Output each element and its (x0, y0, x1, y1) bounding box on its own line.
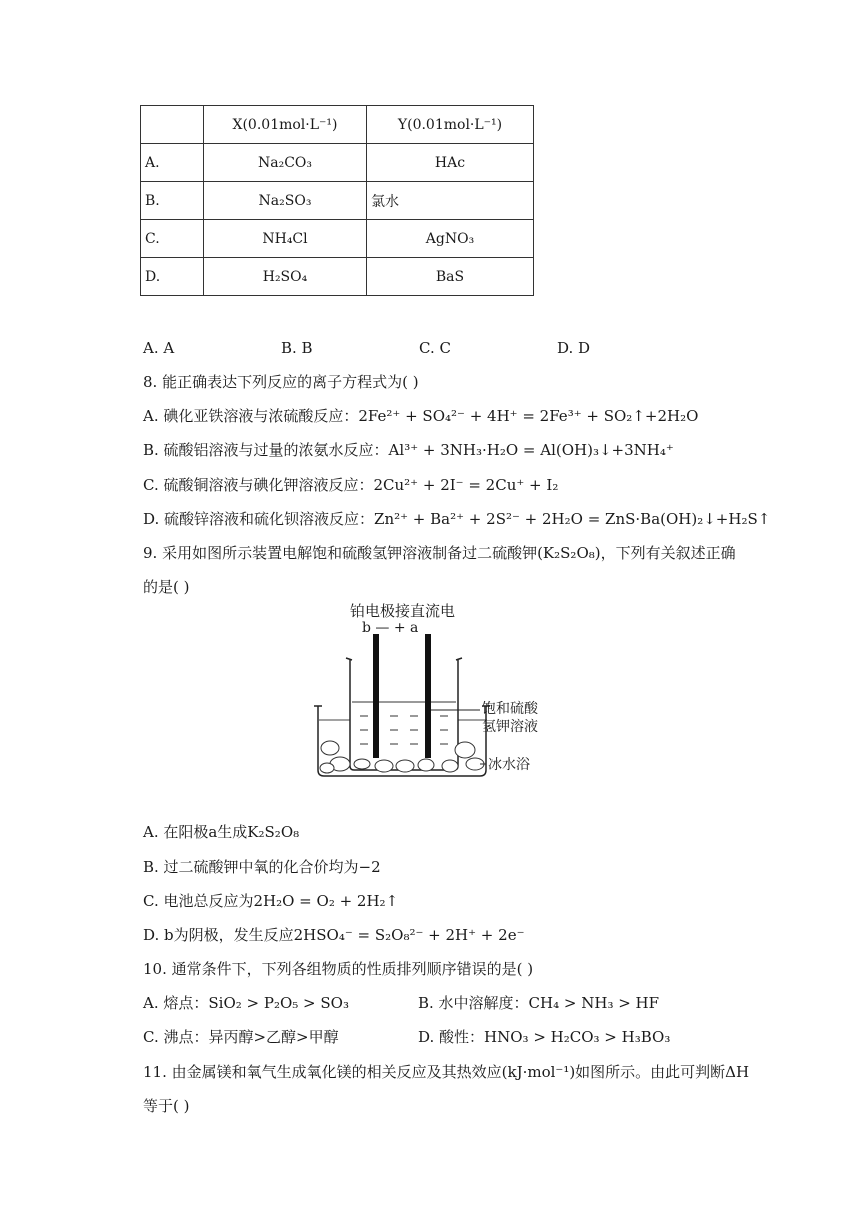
q9-stem-line2: 的是( ) (143, 578, 190, 596)
figure-terminals: b — + a (362, 620, 419, 636)
table-cell: D. (141, 258, 204, 296)
ice-pebbles (320, 741, 484, 773)
figure-label-solution-2: 氢钾溶液 (482, 719, 538, 735)
electrolysis-diagram (310, 598, 560, 787)
q10-stem: 10. 通常条件下，下列各组物质的性质排列顺序错误的是( ) (143, 960, 534, 978)
table-cell: Na₂CO₃ (204, 144, 367, 182)
table-cell: A. (141, 144, 204, 182)
q8-option-d: D. 硫酸锌溶液和硫化钡溶液反应：Zn²⁺ + Ba²⁺ + 2S²⁻ + 2H₂O = ZnS·Ba(OH)₂↓+H₂S↑ (143, 510, 771, 528)
table-cell: C. (141, 220, 204, 258)
table-header-cell (141, 106, 204, 144)
table-cell: H₂SO₄ (204, 258, 367, 296)
table-cell: HAc (367, 144, 534, 182)
q7-option-c: C. C (419, 339, 451, 357)
table-cell: BaS (367, 258, 534, 296)
q10-option-c: C. 沸点：异丙醇>乙醇>甲醇 (143, 1028, 339, 1046)
table-cell: NH₄Cl (204, 220, 367, 258)
q11-stem-line1: 11. 由金属镁和氧气生成氧化镁的相关反应及其热效应(kJ·mol⁻¹)如图所示。由此可判断ΔH (143, 1063, 750, 1081)
q8-option-c: C. 硫酸铜溶液与碘化钾溶液反应：2Cu²⁺ + 2I⁻ = 2Cu⁺ + I₂ (143, 476, 559, 494)
table-header-cell: X(0.01mol·L⁻¹) (204, 106, 367, 144)
table-header-cell: Y(0.01mol·L⁻¹) (367, 106, 534, 144)
figure-label-bath: 冰水浴 (488, 757, 530, 773)
q10-option-a: A. 熔点：SiO₂ > P₂O₅ > SO₃ (143, 994, 349, 1012)
table-row (141, 258, 534, 296)
q7-option-a: A. A (143, 339, 175, 357)
table-cell: B. (141, 182, 204, 220)
q8-stem: 8. 能正确表达下列反应的离子方程式为( ) (143, 373, 419, 391)
table-cell: 氯水 (367, 182, 534, 220)
electrode-b (373, 634, 379, 758)
q7-option-d: D. D (557, 339, 591, 357)
q9-option-c: C. 电池总反应为2H₂O = O₂ + 2H₂↑ (143, 892, 399, 910)
q9-option-d: D. b为阴极，发生反应2HSO₄⁻ = S₂O₈²⁻ + 2H⁺ + 2e⁻ (143, 926, 525, 944)
q7-option-b: B. B (281, 339, 313, 357)
table-header-row (141, 106, 534, 144)
electrode-a (425, 634, 431, 758)
q10-option-d: D. 酸性：HNO₃ > H₂CO₃ > H₃BO₃ (418, 1028, 671, 1046)
figure-label-solution-1: 饱和硫酸 (482, 701, 538, 717)
table-row (141, 220, 534, 258)
q9-option-b: B. 过二硫酸钾中氧的化合价均为−2 (143, 858, 381, 876)
table-row (141, 144, 534, 182)
reagent-table (140, 105, 534, 296)
table-cell: AgNO₃ (367, 220, 534, 258)
figure-title: 铂电极接直流电 (350, 602, 456, 620)
q9-option-a: A. 在阳极a生成K₂S₂O₈ (143, 823, 300, 841)
q10-option-b: B. 水中溶解度：CH₄ > NH₃ > HF (418, 994, 660, 1012)
table-row (141, 182, 534, 220)
table-cell: Na₂SO₃ (204, 182, 367, 220)
beaker (350, 660, 458, 770)
q9-stem-line1: 9. 采用如图所示装置电解饱和硫酸氢钾溶液制备过二硫酸钾(K₂S₂O₈)，下列有关叙述正确 (143, 544, 736, 562)
q11-stem-line2: 等于( ) (143, 1097, 190, 1115)
q8-option-b: B. 硫酸铝溶液与过量的浓氨水反应：Al³⁺ + 3NH₃·H₂O = Al(OH)₃↓+3NH₄⁺ (143, 441, 674, 459)
q8-option-a: A. 碘化亚铁溶液与浓硫酸反应：2Fe²⁺ + SO₄²⁻ + 4H⁺ = 2Fe³⁺ + SO₂↑+2H₂O (143, 407, 699, 425)
